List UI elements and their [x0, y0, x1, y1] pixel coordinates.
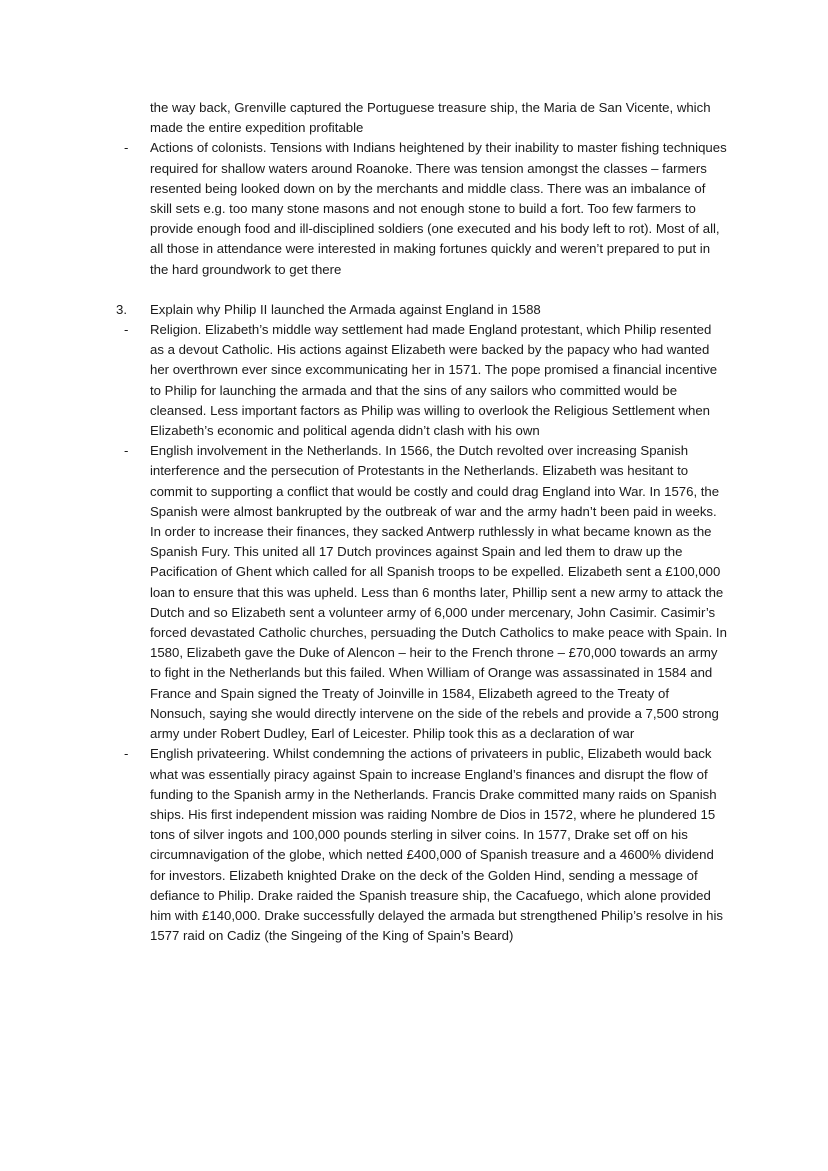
list-item: [116, 744, 728, 946]
list-item-text: Religion. Elizabeth’s middle way settlement had made England protestant, which Philip resented as a devout Catholic. His actions against Elizabeth were backed by the papacy who had wanted her overthrown ever since excommunicating her in 1571. The pope promised a financial incentive to Philip for launching the armada and that the sins of any sailors who committed would be cleansed. Less important factors as Philip was willing to overlook the Religious Settlement when Elizabeth’s economic and political agenda didn’t clash with his own: [150, 322, 718, 439]
list-item-text: English privateering. Whilst condemning the actions of privateers in public, Elizabeth would back what was essentially piracy against Spain to increase England’s finances and disrupt the flow of funding to the Spanish army in the Netherlands. Francis Drake committed many raids on Spanish ships. His first independent mission was raiding Nombre de Dios in 1572, where he plundered 15 tons of silver ingots and 100,000 pounds sterling in silver coins. In 1577, Drake set off on his circumnavigation of the globe, which netted £400,000 of Spanish treasure and a 4600% dividend for investors. Elizabeth knighted Drake on the deck of the Golden Hind, sending a message of defiance to Philip. Drake raided the Spanish treasure ship, the Cacafuego, which alone provided him with £140,000. Drake successfully delayed the armada but strengthened Philip’s resolve in his 1577 raid on Cadiz (the Singeing of the King of Spain’s Beard): [150, 746, 723, 944]
question-number: 3.: [116, 301, 127, 317]
question-text: Explain why Philip II launched the Armada against England in 1588: [150, 301, 541, 317]
list-item: [116, 138, 728, 279]
list-item-text: Actions of colonists. Tensions with Indians heightened by their inability to master fishing techniques required for shallow waters around Roanoke. There was tension amongst the classes – farmers resented being looked down on by the merchants and middle class. There was an imbalance of skill sets e.g. too many stone masons and not enough stone to build a fort. Too few farmers to provide enough food and ill-disciplined soldiers (one executed and his body left to rot). Most of all, all those in attendance were interested in making fortunes quickly and weren’t prepared to put in the hard groundwork to get there: [150, 140, 727, 277]
question-heading: [116, 300, 728, 320]
paragraph-gap: [116, 280, 728, 300]
document-body: [116, 98, 728, 946]
list-item: [116, 320, 728, 441]
continuation-text: the way back, Grenville captured the Portuguese treasure ship, the Maria de San Vicente, which made the entire expedition profitable: [150, 100, 711, 136]
list-item-text: English involvement in the Netherlands. In 1566, the Dutch revolted over increasing Spanish interference and the persecution of Protestants in the Netherlands. Elizabeth was hesitant to commit to supporting a conflict that would be costly and could drag England into War. In 1576, the Spanish were almost bankrupted by the outbreak of war and the army hadn’t been paid in weeks. In order to increase their finances, they sacked Antwerp ruthlessly in what became known as the Spanish Fury. This united all 17 Dutch provinces against Spain and led them to draw up the Pacification of Ghent which called for all Spanish troops to be expelled. Elizabeth sent a £100,000 loan to ensure that this was upheld. Less than 6 months later, Phillip sent a new army to attack the Dutch and so Elizabeth sent a volunteer army of 6,000 under mercenary, John Casimir. Casimir’s forced devastated Catholic churches, persuading the Dutch Catholics to make peace with Spain. In 1580, Elizabeth gave the Duke of Alencon – heir to the French throne – £70,000 towards an army to fight in the Netherlands but this failed. When William of Orange was assassinated in 1584 and France and Spain signed the Treaty of Joinville in 1584, Elizabeth agreed to the Treaty of Nonsuch, saying she would directly intervene on the side of the rebels and provide a 7,500 strong army under Robert Dudley, Earl of Leicester. Philip took this as a declaration of war: [150, 443, 727, 742]
bullet-dash: -: [124, 322, 129, 338]
bullet-dash: -: [124, 443, 129, 459]
list-item: [116, 441, 728, 744]
continuation-paragraph: [116, 98, 728, 138]
bullet-dash: -: [124, 140, 129, 156]
bullet-dash: -: [124, 746, 129, 762]
